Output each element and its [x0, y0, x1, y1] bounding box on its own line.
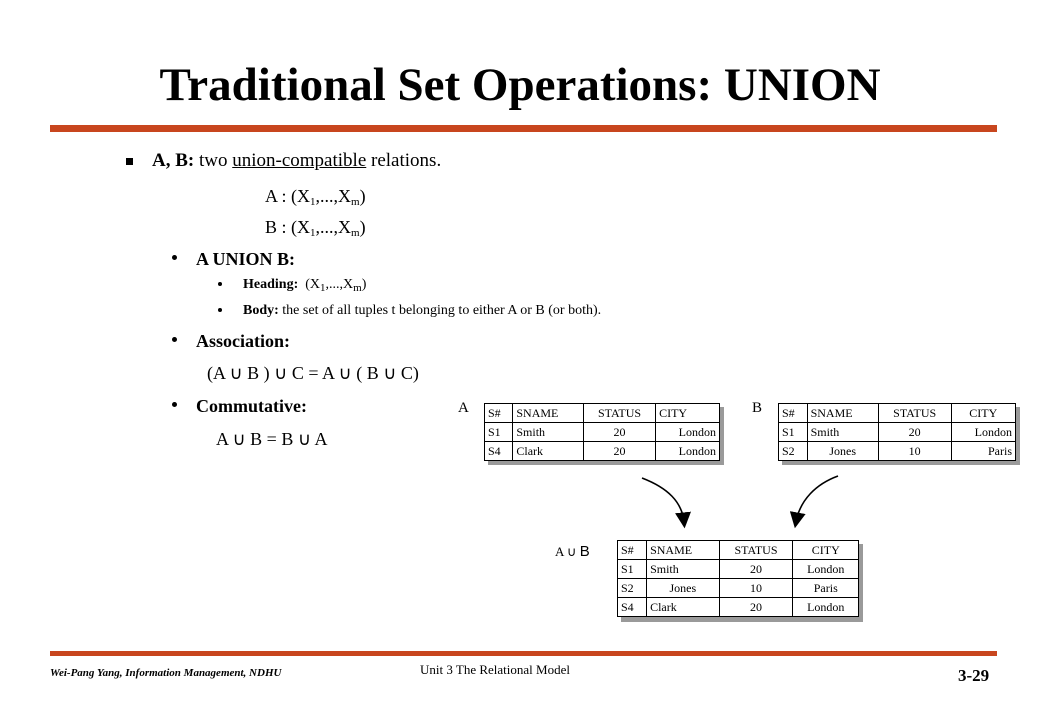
- header-sno: S#: [779, 404, 808, 423]
- intro-prefix: A, B:: [152, 150, 195, 171]
- bullet-dot-icon: [218, 308, 222, 312]
- table-row: [485, 442, 720, 461]
- table-row: [779, 442, 1016, 461]
- relation-a-table: [484, 403, 720, 461]
- schema-b: [265, 217, 366, 239]
- schema-a-name: A : (X: [265, 186, 310, 206]
- header-sname: SNAME: [513, 404, 584, 423]
- heading-subm: m: [353, 282, 362, 294]
- intro-line: [152, 150, 441, 172]
- relation-union-table: [617, 540, 859, 617]
- header-sname: SNAME: [647, 541, 719, 560]
- association-label: [196, 331, 290, 352]
- cell-sno: S1: [485, 423, 513, 442]
- slide-number: 3-29: [958, 666, 990, 685]
- commutative-formula: A ∪ B = B ∪ A: [216, 429, 328, 449]
- cell-city: Paris: [793, 579, 859, 598]
- header-sname: SNAME: [807, 404, 878, 423]
- schema-a-mid: ,...,X: [315, 186, 351, 206]
- relation-a-label: A: [458, 400, 469, 416]
- cell-status: 20: [878, 423, 951, 442]
- schema-a-subm: m: [351, 196, 360, 208]
- cell-sno: S4: [488, 443, 501, 458]
- cell-city: Paris: [951, 442, 1015, 461]
- heading-mid: ,...,X: [325, 277, 354, 292]
- header-status: STATUS: [719, 541, 793, 560]
- body-text: the set of all tuples t belonging to either A or B (or both).: [278, 303, 602, 318]
- heading-label: Heading:: [243, 277, 299, 292]
- header-city: CITY: [656, 404, 720, 423]
- arrow-from-a: [642, 478, 684, 522]
- union-arrows: [620, 470, 850, 535]
- cell-city: London: [656, 442, 720, 461]
- table-row: [618, 579, 859, 598]
- table-row: [618, 560, 859, 579]
- schema-b-subm: m: [351, 227, 360, 239]
- header-status: STATUS: [583, 404, 655, 423]
- schema-b-name: B : (X: [265, 217, 310, 237]
- relation-union-label: [555, 543, 590, 561]
- bullet-dot-icon: [172, 337, 177, 342]
- table-row: [779, 423, 1016, 442]
- table-row: [618, 598, 859, 617]
- bullet-dot-icon: [172, 255, 177, 260]
- footer-author: Wei-Pang Yang, Information Management, NDHU: [50, 667, 282, 679]
- heading-item: [243, 277, 366, 294]
- cell-city: London: [951, 423, 1015, 442]
- cell-sname: Jones: [807, 442, 878, 461]
- commutative-label: [196, 396, 307, 417]
- cell-sno: S1: [779, 423, 808, 442]
- footer-unit: Unit 3 The Relational Model: [420, 662, 570, 677]
- union-heading: [196, 249, 295, 270]
- cell-sno: S1: [618, 560, 647, 579]
- cell-status: 20: [583, 423, 655, 442]
- association-label-text: Association:: [196, 331, 290, 351]
- cell-sname: Smith: [647, 560, 719, 579]
- intro-underlined-term: union-compatible: [232, 150, 367, 171]
- cell-sname: Smith: [807, 423, 878, 442]
- schema-b-close: ): [359, 217, 366, 237]
- cell-status: 20: [719, 560, 793, 579]
- cell-city: London: [793, 598, 859, 617]
- relation-b-table: [778, 403, 1016, 461]
- relation-b-label: B: [752, 400, 763, 416]
- header-sno: S#: [618, 541, 647, 560]
- union-heading-text: A UNION B:: [196, 249, 296, 269]
- cell-city: London: [793, 560, 859, 579]
- cell-status: 10: [878, 442, 951, 461]
- cell-sname: Clark: [647, 598, 719, 617]
- body-label: Body:: [243, 303, 279, 318]
- heading-close: ): [361, 277, 367, 292]
- schema-b-sub1: 1: [310, 227, 316, 239]
- schema-a-close: ): [359, 186, 366, 206]
- schema-a-sub1: 1: [310, 196, 316, 208]
- bullet-dot-icon: [172, 402, 177, 407]
- intro-text-before: two: [194, 150, 233, 171]
- cell-sno: S2: [618, 579, 647, 598]
- cell-sno: S2: [782, 443, 795, 458]
- cell-sno: S4: [621, 599, 634, 614]
- commutative-label-text: Commutative:: [196, 396, 307, 416]
- union-label-left: A ∪: [555, 544, 580, 559]
- schema-b-mid: ,...,X: [315, 217, 351, 237]
- header-city: CITY: [951, 404, 1015, 423]
- footer-divider: [50, 651, 997, 656]
- bullet-dot-icon: [218, 282, 222, 286]
- intro-text-after: relations.: [366, 150, 442, 171]
- union-label-right: B: [579, 543, 590, 560]
- cell-status: 20: [583, 442, 655, 461]
- association-formula: (A ∪ B ) ∪ C = A ∪ ( B ∪ C): [207, 363, 419, 383]
- slide-title: Traditional Set Operations: UNION: [159, 59, 881, 111]
- body-item: [243, 303, 601, 319]
- header-sno: S#: [485, 404, 513, 423]
- heading-open: (X: [305, 277, 321, 292]
- cell-status: 20: [719, 598, 793, 617]
- cell-sname: Jones: [647, 579, 719, 598]
- schema-a: [265, 186, 366, 208]
- square-bullet-icon: [126, 158, 133, 165]
- cell-city: London: [656, 423, 720, 442]
- table-row: [485, 423, 720, 442]
- heading-sub1: 1: [320, 282, 326, 294]
- cell-status: 10: [719, 579, 793, 598]
- header-status: STATUS: [878, 404, 951, 423]
- header-city: CITY: [793, 541, 859, 560]
- cell-sname: Smith: [513, 423, 584, 442]
- title-divider: [50, 125, 997, 132]
- arrow-from-b: [796, 476, 838, 522]
- cell-sname: Clark: [513, 442, 584, 461]
